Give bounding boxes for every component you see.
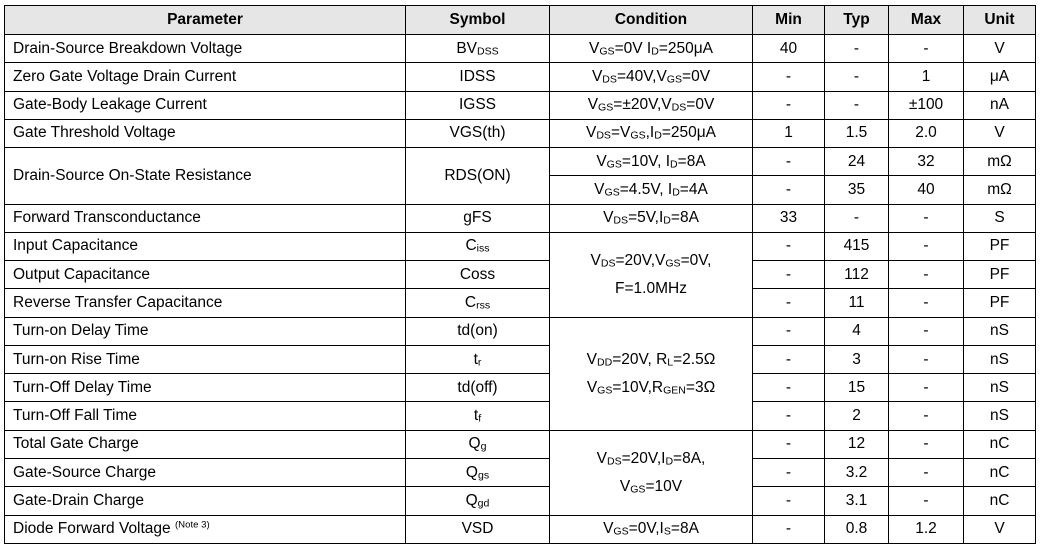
table-row (5, 402, 1036, 430)
symbol-cell: $Q_{gd}$ (406, 487, 550, 515)
min-cell: 33 (753, 204, 825, 232)
max-cell: - (889, 430, 964, 458)
unit-cell: mΩ (964, 148, 1036, 176)
condition-cell: $V_{DS}=V_{GS},I_D=250\mu A$ (550, 119, 753, 147)
unit-cell: PF (964, 232, 1036, 260)
header-parameter: Parameter (5, 6, 406, 35)
table-row (5, 487, 1036, 515)
unit-cell: nS (964, 374, 1036, 402)
typ-cell: 0.8 (825, 515, 889, 543)
symbol-cell: VSD (406, 515, 550, 543)
unit-cell: μA (964, 63, 1036, 91)
typ-cell: - (825, 91, 889, 119)
table-row (5, 515, 1036, 543)
max-cell: - (889, 289, 964, 317)
electrical-characteristics-table (4, 5, 1036, 544)
max-cell: - (889, 402, 964, 430)
table-row (5, 232, 1036, 260)
symbol-cell: $C_{rss}$ (406, 289, 550, 317)
table-row (5, 458, 1036, 486)
min-cell: 40 (753, 35, 825, 63)
typ-cell: 2 (825, 402, 889, 430)
parameter-cell: Turn-Off Delay Time (5, 374, 406, 402)
max-cell: - (889, 458, 964, 486)
parameter-cell: Turn-on Rise Time (5, 345, 406, 373)
unit-cell: V (964, 35, 1036, 63)
parameter-cell: Forward Transconductance (5, 204, 406, 232)
min-cell: - (753, 63, 825, 91)
min-cell: - (753, 148, 825, 176)
typ-cell: 3 (825, 345, 889, 373)
parameter-cell: Output Capacitance (5, 261, 406, 289)
typ-cell: - (825, 63, 889, 91)
symbol-cell: $t_f$ (406, 402, 550, 430)
max-cell: - (889, 204, 964, 232)
typ-cell: 1.5 (825, 119, 889, 147)
symbol-cell: $Q_g$ (406, 430, 550, 458)
parameter-cell: Reverse Transfer Capacitance (5, 289, 406, 317)
condition-cell: $V_{GS}=0V$ $I_D=250\mu A$ (550, 35, 753, 63)
min-cell: - (753, 402, 825, 430)
max-cell: - (889, 345, 964, 373)
symbol-cell: $C_{iss}$ (406, 232, 550, 260)
typ-cell: 3.2 (825, 458, 889, 486)
min-cell: - (753, 515, 825, 543)
table-row (5, 317, 1036, 345)
min-cell: - (753, 232, 825, 260)
unit-cell: S (964, 204, 1036, 232)
condition-cell: $V_{GS}=0V,I_S=8A$ (550, 515, 753, 543)
max-cell: - (889, 317, 964, 345)
symbol-cell: IDSS (406, 63, 550, 91)
header-max: Max (889, 6, 964, 35)
condition-cell: $V_{DS}=20V,V_{GS}=0V$, F=1.0MHz (550, 232, 753, 317)
table-row (5, 119, 1036, 147)
min-cell: - (753, 317, 825, 345)
unit-cell: nS (964, 345, 1036, 373)
parameter-cell: Drain-Source Breakdown Voltage (5, 35, 406, 63)
table-row (5, 430, 1036, 458)
typ-cell: 15 (825, 374, 889, 402)
max-cell: - (889, 487, 964, 515)
table-row (5, 345, 1036, 373)
typ-cell: 3.1 (825, 487, 889, 515)
typ-cell: 24 (825, 148, 889, 176)
max-cell: - (889, 35, 964, 63)
unit-cell: mΩ (964, 176, 1036, 204)
table-row (5, 204, 1036, 232)
header-typ: Typ (825, 6, 889, 35)
min-cell: - (753, 176, 825, 204)
table-row (5, 91, 1036, 119)
unit-cell: nC (964, 487, 1036, 515)
parameter-cell: Gate-Drain Charge (5, 487, 406, 515)
unit-cell: nS (964, 317, 1036, 345)
unit-cell: V (964, 515, 1036, 543)
typ-cell: - (825, 35, 889, 63)
typ-cell: - (825, 204, 889, 232)
max-cell: 1.2 (889, 515, 964, 543)
symbol-cell: td(on) (406, 317, 550, 345)
unit-cell: nA (964, 91, 1036, 119)
condition-cell: $V_{DS}=20V,I_D=8A$, $V_{GS}=10V$ (550, 430, 753, 515)
min-cell: - (753, 261, 825, 289)
symbol-cell: Coss (406, 261, 550, 289)
unit-cell: PF (964, 289, 1036, 317)
header-min: Min (753, 6, 825, 35)
typ-cell: 12 (825, 430, 889, 458)
symbol-cell: td(off) (406, 374, 550, 402)
symbol-cell: IGSS (406, 91, 550, 119)
parameter-cell: Gate Threshold Voltage (5, 119, 406, 147)
min-cell: - (753, 91, 825, 119)
symbol-cell: $Q_{gs}$ (406, 458, 550, 486)
max-cell: - (889, 374, 964, 402)
unit-cell: PF (964, 261, 1036, 289)
table-row (5, 289, 1036, 317)
parameter-cell: Gate-Body Leakage Current (5, 91, 406, 119)
header-unit: Unit (964, 6, 1036, 35)
parameter-cell: Turn-Off Fall Time (5, 402, 406, 430)
table-row (5, 261, 1036, 289)
min-cell: 1 (753, 119, 825, 147)
typ-cell: 4 (825, 317, 889, 345)
parameter-cell: Zero Gate Voltage Drain Current (5, 63, 406, 91)
header-condition: Condition (550, 6, 753, 35)
symbol-cell: $BV_{DSS}$ (406, 35, 550, 63)
max-cell: 40 (889, 176, 964, 204)
typ-cell: 35 (825, 176, 889, 204)
table-row (5, 148, 1036, 176)
condition-cell: $V_{DS}=5V,I_D=8A$ (550, 204, 753, 232)
min-cell: - (753, 430, 825, 458)
min-cell: - (753, 289, 825, 317)
parameter-cell: Input Capacitance (5, 232, 406, 260)
min-cell: - (753, 487, 825, 515)
unit-cell: nS (964, 402, 1036, 430)
max-cell: 32 (889, 148, 964, 176)
unit-cell: V (964, 119, 1036, 147)
max-cell: - (889, 232, 964, 260)
max-cell: ±100 (889, 91, 964, 119)
unit-cell: nC (964, 458, 1036, 486)
parameter-cell: Gate-Source Charge (5, 458, 406, 486)
note-reference: (Note 3) (174, 519, 210, 531)
condition-cell: $V_{DS}=40V,V_{GS}=0V$ (550, 63, 753, 91)
max-cell: - (889, 261, 964, 289)
parameter-cell: Turn-on Delay Time (5, 317, 406, 345)
min-cell: - (753, 345, 825, 373)
symbol-cell: gFS (406, 204, 550, 232)
max-cell: 1 (889, 63, 964, 91)
condition-cell: $V_{GS}=\pm 20V,V_{DS}=0V$ (550, 91, 753, 119)
symbol-cell: $t_r$ (406, 345, 550, 373)
parameter-cell: Diode Forward Voltage $^{(Note 3)}$ (5, 515, 406, 543)
table-row (5, 63, 1036, 91)
table-row (5, 35, 1036, 63)
unit-cell: nC (964, 430, 1036, 458)
typ-cell: 112 (825, 261, 889, 289)
parameter-cell: Total Gate Charge (5, 430, 406, 458)
table-row (5, 374, 1036, 402)
typ-cell: 11 (825, 289, 889, 317)
condition-cell: $V_{DD}=20V$, $R_L=2.5\Omega$ $V_{GS}=10V,R_{GEN}=3\Omega$ (550, 317, 753, 430)
min-cell: - (753, 374, 825, 402)
max-cell: 2.0 (889, 119, 964, 147)
condition-cell: $V_{GS}=10V$, $I_D=8A$ (550, 148, 753, 176)
header-row (5, 6, 1036, 35)
symbol-cell: VGS(th) (406, 119, 550, 147)
symbol-cell: RDS(ON) (406, 148, 550, 205)
header-symbol: Symbol (406, 6, 550, 35)
parameter-cell: Drain-Source On-State Resistance (5, 148, 406, 205)
condition-cell: $V_{GS}=4.5V$, $I_D=4A$ (550, 176, 753, 204)
min-cell: - (753, 458, 825, 486)
typ-cell: 415 (825, 232, 889, 260)
